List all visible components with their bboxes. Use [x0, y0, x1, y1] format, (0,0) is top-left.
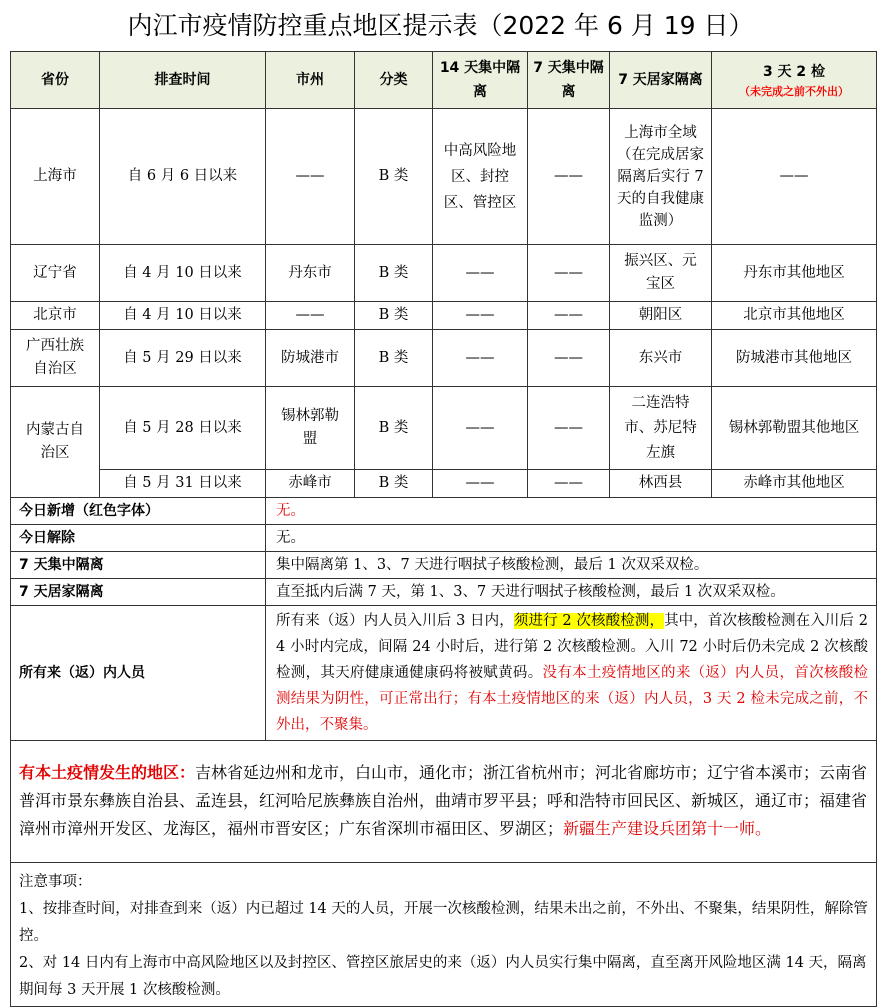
- all-returnees-value: [266, 606, 877, 741]
- cell-three-day: 丹东市其他地区: [712, 245, 877, 302]
- new-value: 无。: [266, 498, 877, 525]
- home-7-value: 直至抵内后满 7 天，第 1、3、7 天进行咽拭子核酸检测，最后 1 次双采双检。: [266, 579, 877, 606]
- info-row-all-returnees: [11, 606, 877, 741]
- header-city: 市州: [266, 52, 355, 109]
- cell-central-7: ——: [528, 302, 610, 330]
- lift-label: 今日解除: [11, 525, 266, 552]
- info-row-new: [11, 498, 877, 525]
- cell-province: 辽宁省: [11, 245, 100, 302]
- cell-three-day: 赤峰市其他地区: [712, 470, 877, 498]
- all-returnees-text-2: 其中，首次核酸检测在入川后 24 小时内完成，间隔 24 小时后，进行第 2 次核酸检测。入川 72 小时后仍未完成 2 次核酸检测，其天府健康通健康码将被赋黄码。: [276, 613, 868, 681]
- cell-category: B 类: [355, 302, 433, 330]
- cell-home-7: 振兴区、元宝区: [610, 245, 712, 302]
- info-row-home-7: [11, 579, 877, 606]
- header-home-7: 7 天居家隔离: [610, 52, 712, 109]
- notes-heading: 注意事项：: [19, 874, 92, 890]
- cell-central-14: ——: [433, 387, 528, 470]
- cell-three-day: 防城港市其他地区: [712, 330, 877, 387]
- cell-home-7: 东兴市: [610, 330, 712, 387]
- header-row: [11, 52, 877, 109]
- cell-category: B 类: [355, 330, 433, 387]
- table-row: [11, 109, 877, 245]
- local-outbreak-areas: [11, 741, 877, 863]
- cell-category: B 类: [355, 109, 433, 245]
- table-row: [11, 245, 877, 302]
- areas-text: 吉林省延边州和龙市，白山市，通化市；浙江省杭州市；河北省廊坊市；辽宁省本溪市；云南省普洱市景东彝族自治县、孟连县，红河哈尼族彝族自治州，曲靖市罗平县；呼和浩特市回民区、新城区，通辽市；福建省漳州市漳州开发区、龙海区，福州市晋安区；广东省深圳市福田区、罗湖区；: [19, 762, 868, 838]
- cell-home-7: 二连浩特市、苏尼特左旗: [610, 387, 712, 470]
- cell-category: B 类: [355, 387, 433, 470]
- info-row-central-7: [11, 552, 877, 579]
- cell-central-7: ——: [528, 330, 610, 387]
- cell-city: 防城港市: [266, 330, 355, 387]
- header-three-day: [712, 52, 877, 109]
- cell-city: 丹东市: [266, 245, 355, 302]
- central-7-label: 7 天集中隔离: [11, 552, 266, 579]
- all-returnees-text-1: 所有来（返）内人员入川后 3 日内，: [276, 613, 514, 629]
- cell-home-7: 上海市全域（在完成居家隔离后实行 7 天的自我健康监测）: [610, 109, 712, 245]
- cell-category: B 类: [355, 470, 433, 498]
- all-returnees-highlight: 须进行 2 次核酸检测，: [513, 613, 665, 629]
- all-returnees-red-text: 没有本土疫情地区的来（返）内人员，首次核酸检测结果为阴性，可正常出行；有本土疫情地区的来（返）内人员，3 天 2 检未完成之前，不外出，不聚集。: [276, 665, 869, 733]
- new-label: 今日新增（红色字体）: [11, 498, 266, 525]
- note-1: 1、按排查时间，对排查到来（返）内已超过 14 天的人员，开展一次核酸检测，结果未出之前，不外出、不聚集，结果阴性，解除管控。: [19, 901, 868, 944]
- cell-province: 内蒙古自治区: [11, 387, 100, 498]
- notes: [11, 863, 877, 1007]
- cell-time: 自 4 月 10 日以来: [100, 245, 266, 302]
- cell-time: 自 5 月 29 日以来: [100, 330, 266, 387]
- risk-area-table: [10, 51, 877, 1007]
- header-category: 分类: [355, 52, 433, 109]
- table-row: [11, 302, 877, 330]
- cell-city: 赤峰市: [266, 470, 355, 498]
- cell-time: 自 6 月 6 日以来: [100, 109, 266, 245]
- cell-central-7: ——: [528, 470, 610, 498]
- cell-city: 锡林郭勒盟: [266, 387, 355, 470]
- cell-home-7: 朝阳区: [610, 302, 712, 330]
- cell-central-7: ——: [528, 109, 610, 245]
- areas-label: 有本土疫情发生的地区：: [19, 762, 196, 782]
- cell-city: ——: [266, 302, 355, 330]
- cell-three-day: 锡林郭勒盟其他地区: [712, 387, 877, 470]
- cell-three-day: ——: [712, 109, 877, 245]
- cell-central-14: ——: [433, 302, 528, 330]
- cell-time: 自 5 月 31 日以来: [100, 470, 266, 498]
- header-three-day-note: （未完成之前不外出）: [739, 85, 849, 98]
- cell-province: 北京市: [11, 302, 100, 330]
- all-returnees-label: 所有来（返）内人员: [11, 606, 266, 741]
- cell-home-7: 林西县: [610, 470, 712, 498]
- notes-row: [11, 863, 877, 1007]
- note-2: 2、对 14 日内有上海市中高风险地区以及封控区、管控区旅居史的来（返）内人员实行集中隔离，直至离开风险地区满 14 天，隔离期间每 3 天开展 1 次核酸检测。: [19, 955, 867, 998]
- table-row: [11, 470, 877, 498]
- central-7-value: 集中隔离第 1、3、7 天进行咽拭子核酸检测，最后 1 次双采双检。: [266, 552, 877, 579]
- cell-central-7: ——: [528, 387, 610, 470]
- info-row-lift: [11, 525, 877, 552]
- header-three-day-label: 3 天 2 检: [762, 64, 826, 80]
- cell-category: B 类: [355, 245, 433, 302]
- header-central-14: 14 天集中隔离: [433, 52, 528, 109]
- cell-time: 自 5 月 28 日以来: [100, 387, 266, 470]
- cell-central-14: 中高风险地区、封控区、管控区: [433, 109, 528, 245]
- page-title: 内江市疫情防控重点地区提示表（2022 年 6 月 19 日）: [127, 11, 754, 40]
- areas-row: [11, 741, 877, 863]
- cell-central-14: ——: [433, 245, 528, 302]
- cell-city: ——: [266, 109, 355, 245]
- cell-three-day: 北京市其他地区: [712, 302, 877, 330]
- header-check-time: 排查时间: [100, 52, 266, 109]
- cell-central-7: ——: [528, 245, 610, 302]
- cell-central-14: ——: [433, 470, 528, 498]
- home-7-label: 7 天居家隔离: [11, 579, 266, 606]
- table-row: [11, 330, 877, 387]
- cell-time: 自 4 月 10 日以来: [100, 302, 266, 330]
- cell-province: 广西壮族自治区: [11, 330, 100, 387]
- table-row: [11, 387, 877, 470]
- lift-value: 无。: [266, 525, 877, 552]
- header-province: 省份: [11, 52, 100, 109]
- cell-central-14: ——: [433, 330, 528, 387]
- cell-province: 上海市: [11, 109, 100, 245]
- header-central-7: 7 天集中隔离: [528, 52, 610, 109]
- areas-red-text: 新疆生产建设兵团第十一师。: [563, 818, 772, 838]
